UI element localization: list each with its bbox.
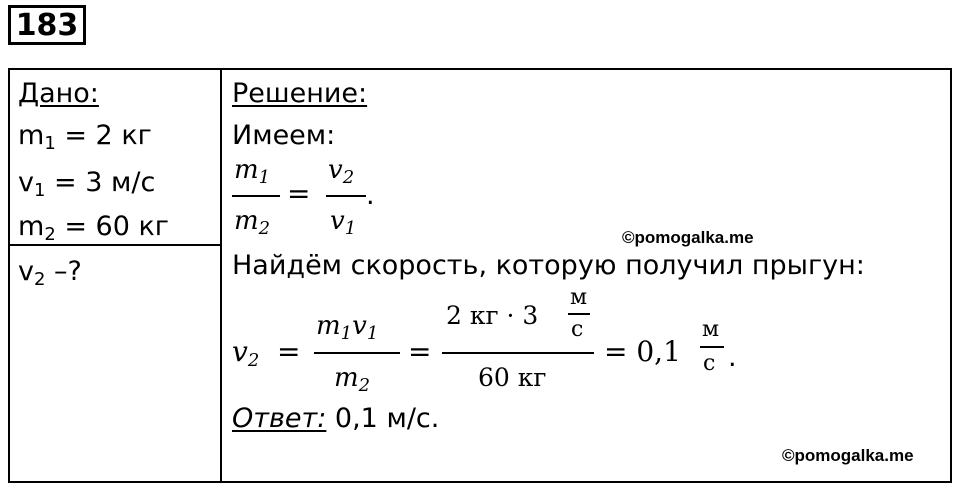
formula-bar-1: [314, 352, 400, 354]
table-divider-vertical: [220, 68, 222, 483]
formula-result: = 0,1: [604, 335, 681, 368]
ratio-m2: $m_2$: [234, 206, 271, 239]
result-unit-bar: [700, 346, 724, 348]
given-m2: $m_2 = 60$ кг: [18, 211, 169, 245]
ratio-bar-right: [326, 195, 366, 197]
solution-heading: Решение:: [232, 78, 368, 109]
given-v1: $v_1 = 3$ м/с: [18, 167, 156, 201]
ratio-bar-left: [232, 195, 280, 197]
formula-end: .: [728, 342, 737, 373]
formula-unit-bar: [568, 313, 590, 315]
table-divider-horizontal: [8, 244, 222, 246]
ratio-m1: $m_1$: [234, 155, 271, 188]
ratio-v1: $v_1$: [330, 206, 357, 239]
formula-num1: $m_1v_1$: [316, 311, 379, 344]
formula-den2: 60 кг: [478, 363, 547, 392]
ratio-end: .: [366, 180, 375, 211]
ratio-v2: $v_2$: [328, 155, 355, 188]
formula-eq1: =: [277, 335, 301, 368]
formula-num2: 2 кг · 3: [446, 301, 539, 330]
solution-line-2: Найдём скорость, которую получил прыгун:: [232, 250, 865, 281]
watermark-bottom: ©pomogalka.me: [782, 446, 914, 465]
problem-number: 183: [8, 5, 86, 45]
ratio-equals: =: [287, 177, 311, 210]
formula-bar-2: [442, 352, 594, 354]
solution-line-1: Имеем:: [232, 120, 336, 151]
watermark-top: ©pomogalka.me: [622, 228, 754, 247]
formula-lhs: $v_2$: [232, 335, 260, 371]
formula-den1: $m_2$: [334, 363, 371, 396]
answer-line: [232, 403, 439, 435]
answer-label: Ответ:: [232, 403, 327, 434]
result-unit-den: с: [703, 351, 716, 376]
given-heading: Дано:: [18, 78, 99, 109]
formula-unit-den: с: [571, 317, 584, 342]
result-unit-num: м: [702, 317, 720, 342]
formula-unit-num: м: [570, 285, 588, 310]
formula-eq2: =: [408, 335, 432, 368]
given-m1: $m_1 = 2$ кг: [18, 120, 152, 154]
find-v2: $v_2$ –?: [18, 256, 82, 290]
answer-value: 0,1 м/с.: [326, 403, 440, 434]
